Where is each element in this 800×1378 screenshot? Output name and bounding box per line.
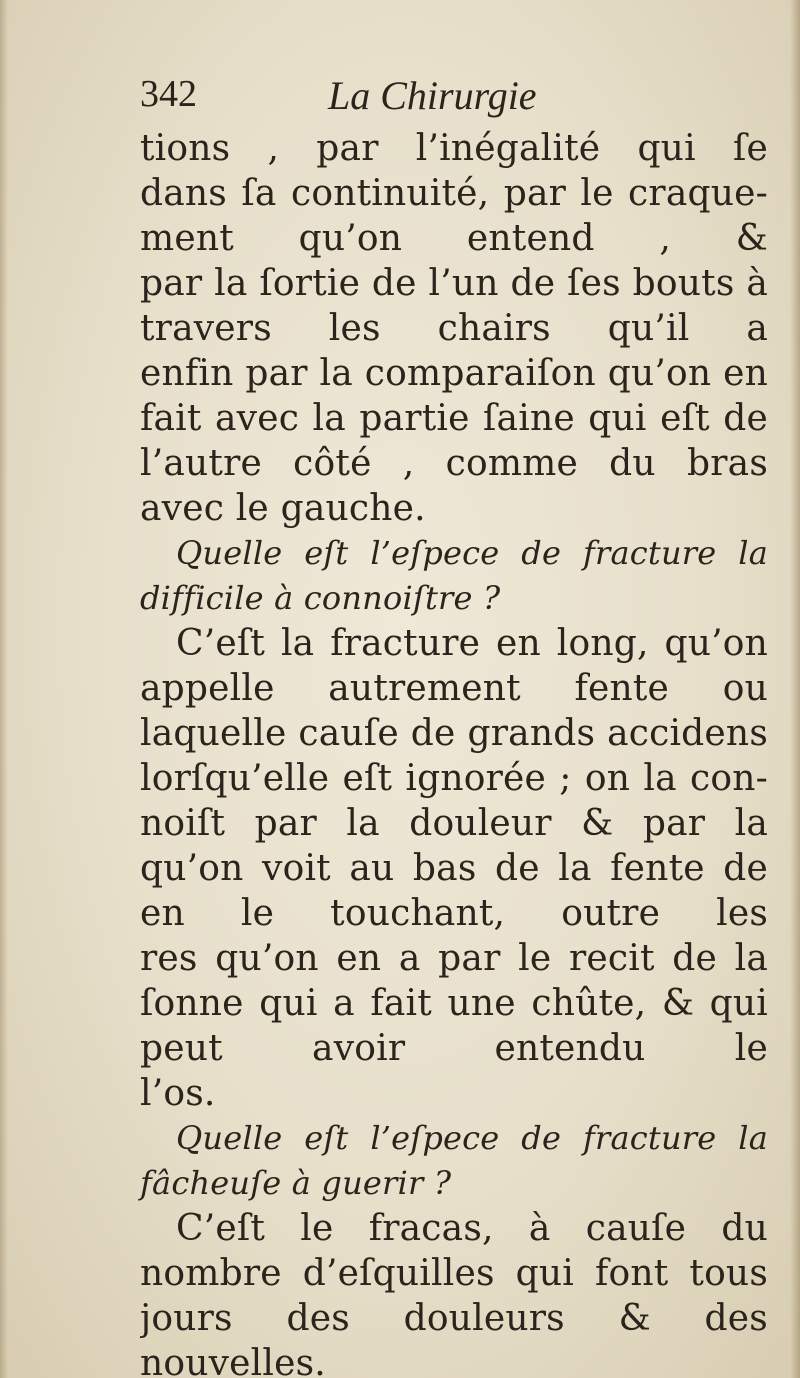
page-gutter-shadow — [0, 0, 8, 1378]
question-line: difficile à connoiſtre ? — [140, 579, 501, 617]
text-line: en le touchant, outre les — [140, 893, 768, 934]
question-line: Quelle eſt l’eſpece de fracture la — [176, 534, 768, 572]
text-line: fait avec la partie ſaine qui eſt de — [140, 398, 768, 439]
question-line: Quelle eſt l’eſpece de fracture la — [176, 1119, 768, 1157]
text-line: par la ſortie de l’un de ſes bouts à — [140, 263, 768, 304]
text-line: nouvelles. — [140, 1343, 326, 1378]
text-line: C’eſt le fracas, à cauſe du — [176, 1208, 768, 1249]
page-number: 342 — [140, 73, 197, 115]
running-head — [140, 66, 768, 126]
question-line: fâcheuſe à guerir ? — [140, 1164, 452, 1202]
text-line: noiſt par la douleur & par la — [140, 803, 768, 844]
text-line: travers les chairs qu’il a — [140, 308, 768, 349]
text-line: C’eſt la fracture en long, qu’on — [176, 623, 768, 664]
text-line: l’os. — [140, 1073, 216, 1114]
text-line: tions , par l’inégalité qui ſe — [140, 128, 768, 169]
text-line: res qu’on en a par le recit de la — [140, 938, 768, 979]
text-line: lorſqu’elle eſt ignorée ; on la con- — [140, 758, 768, 799]
page-edge-shadow — [790, 0, 800, 1378]
text-line: avec le gauche. — [140, 488, 426, 529]
text-line: l’autre côté , comme du bras — [140, 443, 768, 484]
text-block — [140, 66, 768, 1378]
text-line: ment qu’on entend , & — [140, 218, 768, 259]
running-title: La Chirurgie — [328, 73, 537, 118]
text-line: laquelle cauſe de grands accidens — [140, 713, 768, 754]
text-line: qu’on voit au bas de la fente de — [140, 848, 768, 889]
text-line: enfin par la comparaiſon qu’on en — [140, 353, 768, 394]
text-line: jours des douleurs & des — [140, 1298, 768, 1339]
text-line: peut avoir entendu le — [140, 1028, 768, 1069]
text-line: ſonne qui a fait une chûte, & qui — [140, 983, 768, 1024]
text-line: dans ſa continuité, par le craque- — [140, 173, 768, 214]
text-line: appelle autrement fente ou — [140, 668, 768, 709]
body-text — [140, 126, 768, 1378]
text-line: nombre d’eſquilles qui font tous — [140, 1253, 768, 1294]
